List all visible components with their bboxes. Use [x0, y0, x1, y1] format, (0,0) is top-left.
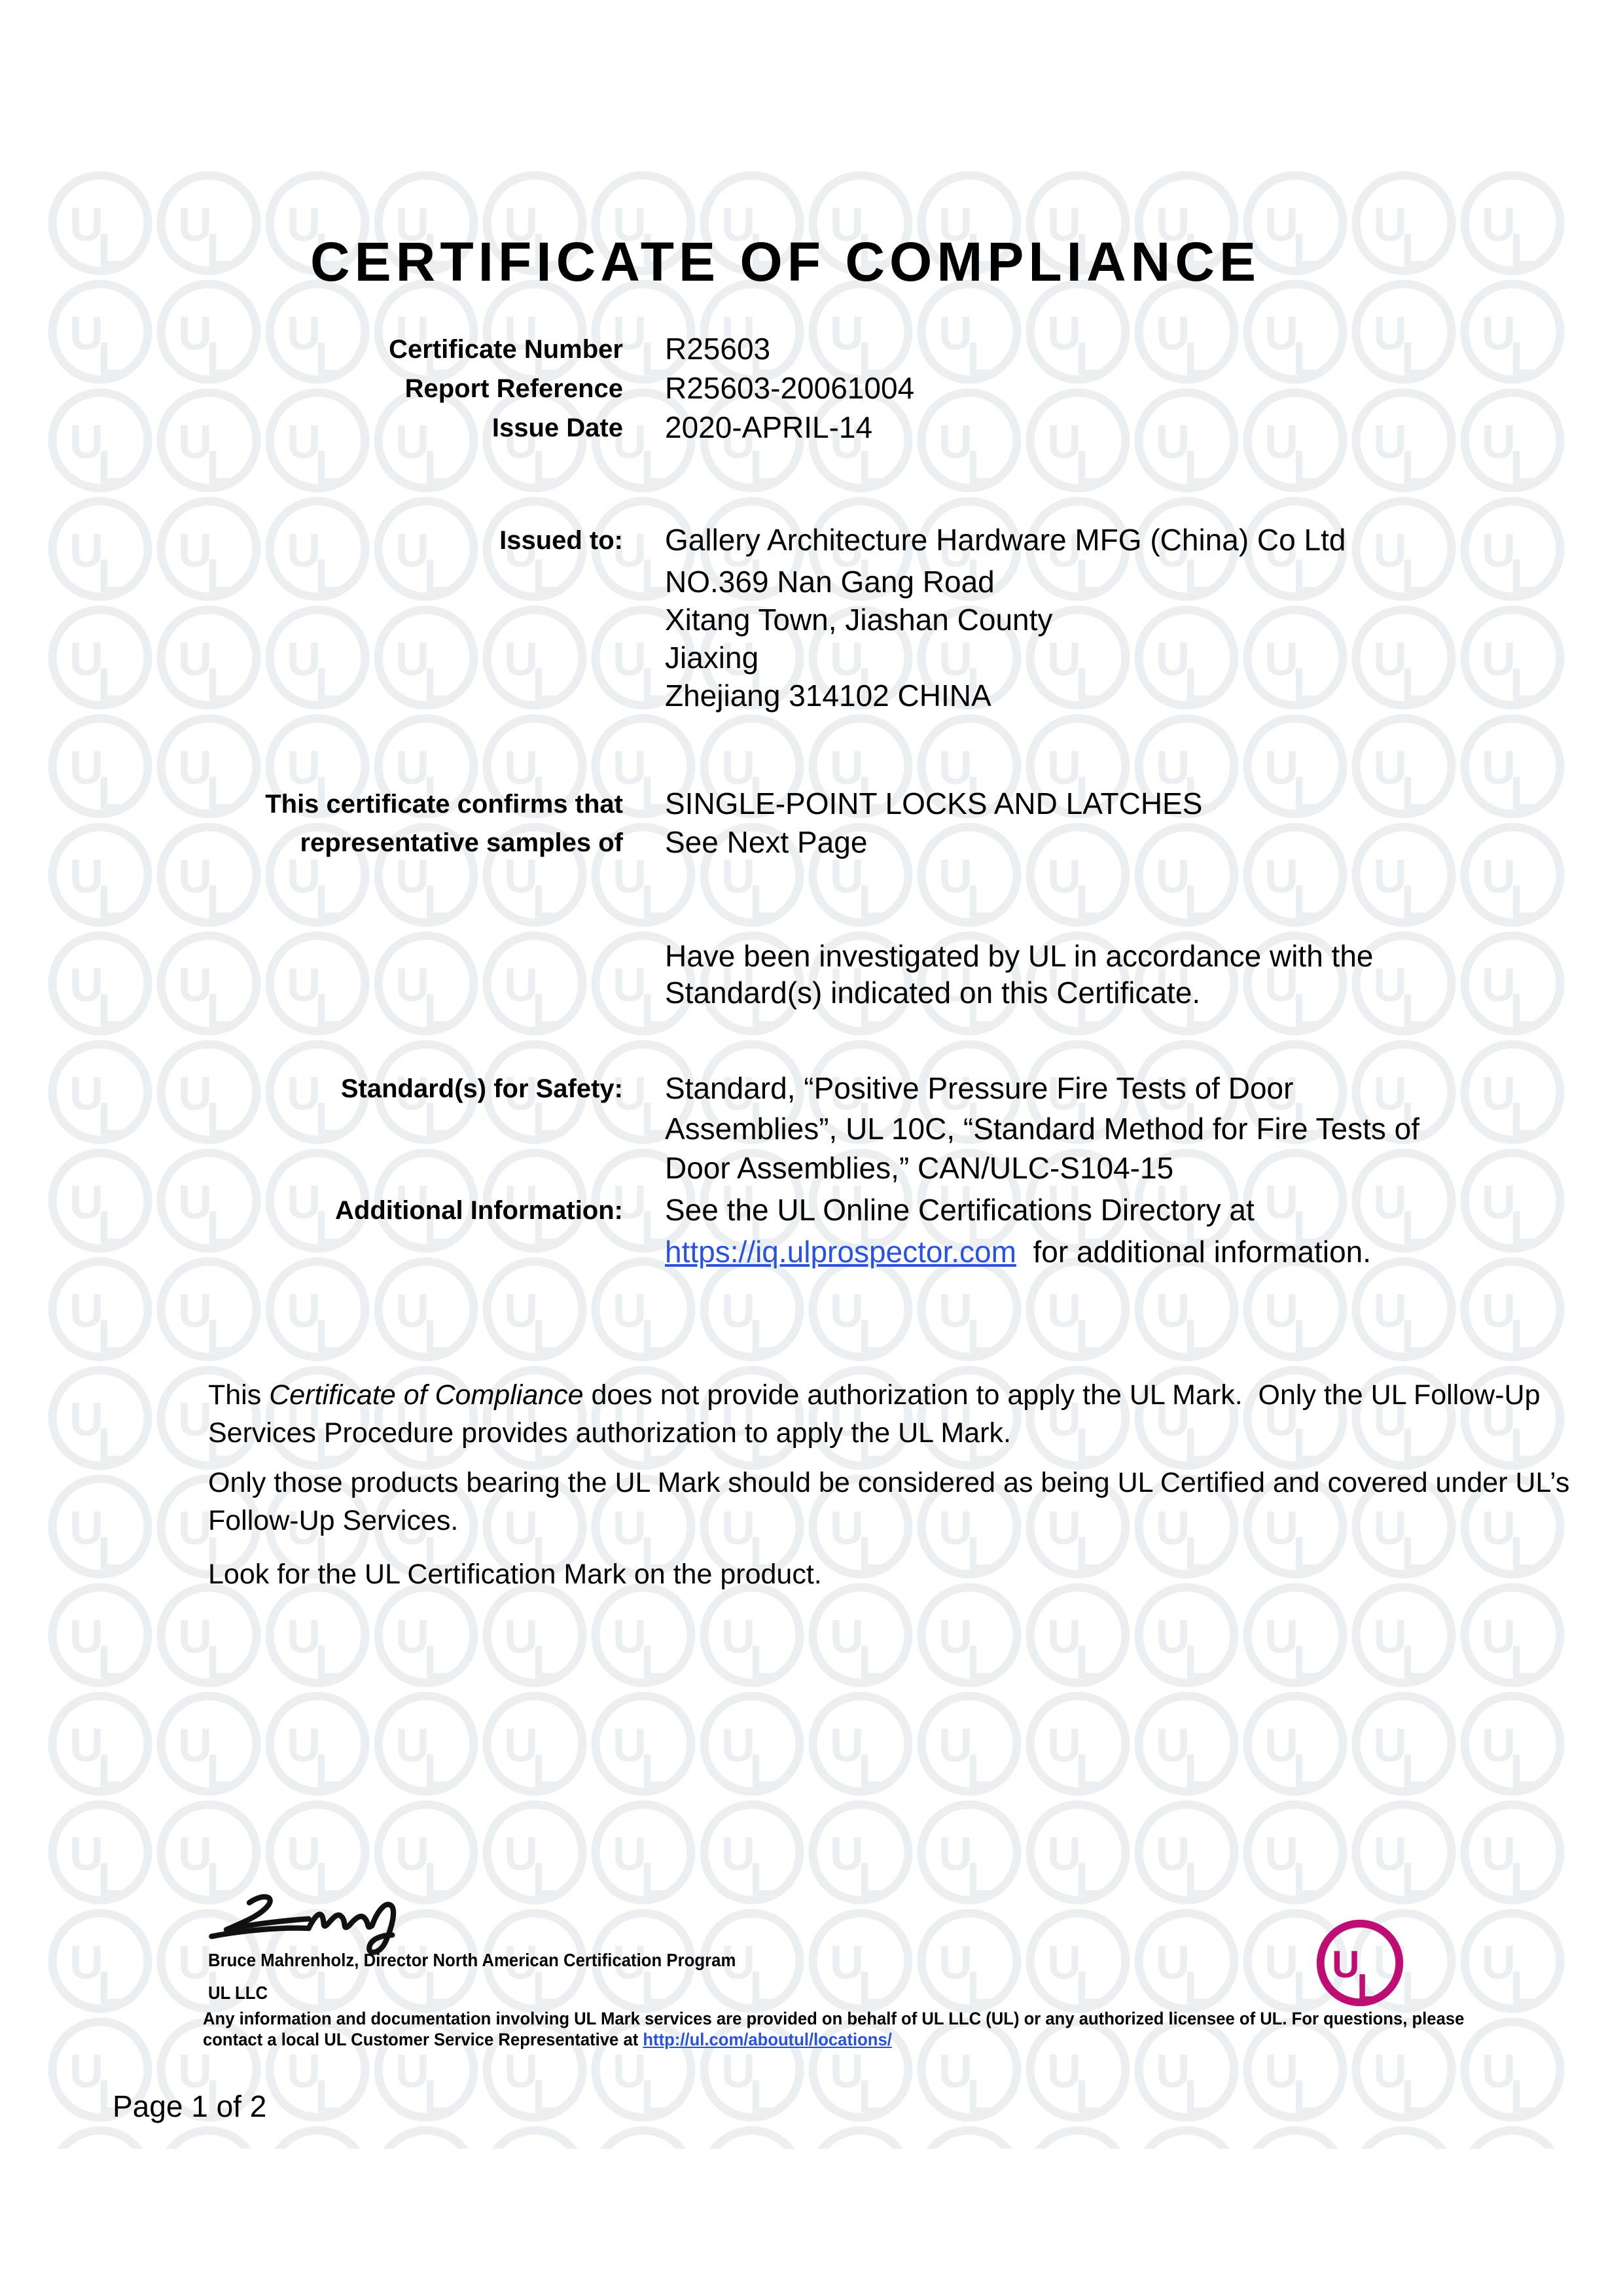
certificate-of-compliance-italic: Certificate of Compliance	[269, 1379, 584, 1411]
standards-line3: Door Assemblies,” CAN/ULC-S104-15	[665, 1151, 1174, 1185]
investigated-line1: Have been investigated by UL in accordance with the	[665, 939, 1374, 973]
paragraph-ul-mark-line2: Follow-Up Services.	[208, 1505, 459, 1536]
signer-org: UL LLC	[208, 1983, 268, 2003]
additional-info-line2	[665, 1234, 1371, 1269]
address-line: NO.369 Nan Gang Road	[665, 565, 995, 599]
additional-info-label: Additional Information:	[335, 1196, 623, 1225]
paragraph-look-for-mark: Look for the UL Certification Mark on the product.	[208, 1559, 822, 1590]
signer-name: Bruce Mahrenholz, Director North American Certification Program	[208, 1950, 736, 1970]
additional-info-line1: See the UL Online Certifications Directory at	[665, 1193, 1255, 1227]
address-line: Xitang Town, Jiashan County	[665, 603, 1053, 637]
issue-date-value: 2020-APRIL-14	[665, 410, 873, 444]
see-next-page: See Next Page	[665, 825, 868, 859]
standards-line1: Standard, “Positive Pressure Fire Tests of Door	[665, 1071, 1294, 1105]
page-title: CERTIFICATE OF COMPLIANCE	[310, 231, 1261, 292]
standards-line2: Assemblies”, UL 10C, “Standard Method for Fire Tests of	[665, 1112, 1420, 1146]
address-line: Jiaxing	[665, 641, 759, 675]
ul-locations-link[interactable]: http://ul.com/aboutul/locations/	[643, 2030, 892, 2049]
paragraph-ul-mark-line1: Only those products bearing the UL Mark should be considered as being UL Certified and covered under UL’s	[208, 1467, 1570, 1498]
paragraph-authorization-line2: Services Procedure provides authorization to apply the UL Mark.	[208, 1417, 1011, 1449]
ul-logo	[1312, 1915, 1408, 2011]
page-number: Page 1 of 2	[113, 2089, 267, 2123]
certificate-number-value: R25603	[665, 332, 771, 366]
report-reference-label: Report Reference	[404, 374, 623, 403]
paragraph-authorization-line1: This Certificate of Compliance does not provide authorization to apply the UL Mark. Only the UL Follow-Up	[208, 1379, 1541, 1411]
issued-to-label: Issued to:	[499, 526, 623, 555]
ul-logo-letter-l: L	[1357, 1966, 1381, 2009]
issue-date-label: Issue Date	[491, 414, 623, 442]
fine-print-line1: Any information and documentation involving UL Mark services are provided on behalf of UL LLC (UL) or any authorized licensee of UL. For questions, please	[203, 2009, 1465, 2028]
address-line: Zhejiang 314102 CHINA	[665, 679, 991, 713]
certificate-number-label: Certificate Number	[389, 335, 623, 364]
fine-print-line2: contact a local UL Customer Service Representative at http://ul.com/aboutul/locations/	[203, 2030, 892, 2049]
ul-logo-letter-u: U	[1332, 1943, 1360, 1986]
additional-info-suffix: for additional information.	[1016, 1235, 1372, 1269]
ulprospector-link[interactable]: https://iq.ulprospector.com	[665, 1235, 1016, 1269]
product-name: SINGLE-POINT LOCKS AND LATCHES	[665, 786, 1203, 821]
standards-label: Standard(s) for Safety:	[340, 1074, 623, 1103]
issued-to-company: Gallery Architecture Hardware MFG (China) Co Ltd	[665, 523, 1346, 557]
report-reference-value: R25603-20061004	[665, 371, 915, 405]
investigated-line2: Standard(s) indicated on this Certificate.	[665, 976, 1201, 1010]
confirms-label-line2: representative samples of	[300, 828, 623, 857]
confirms-label-line1: This certificate confirms that	[265, 790, 623, 819]
